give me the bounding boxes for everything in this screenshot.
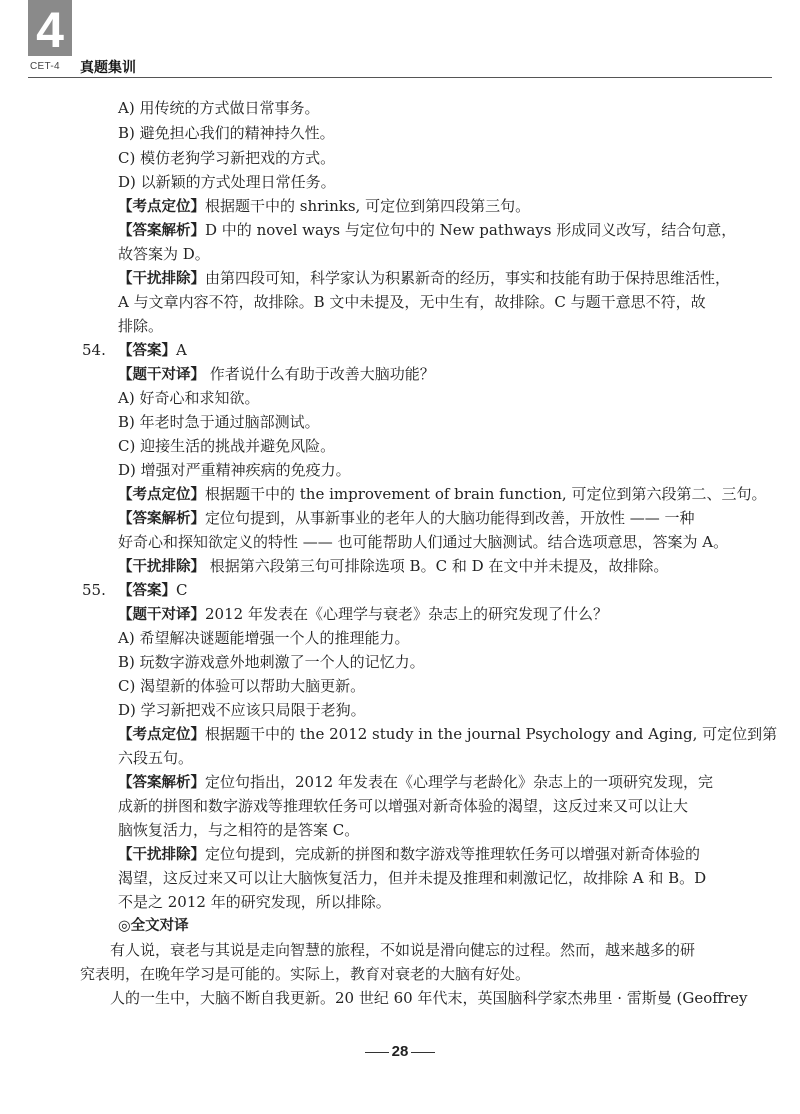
- page-number-text: 28: [391, 1043, 409, 1060]
- analysis-text: 定位句提到，从事新事业的老年人的大脑功能得到改善，开放性 —— 一种: [205, 509, 695, 527]
- option-line: B) 玩数字游戏意外地刺激了一个人的记忆力。: [118, 653, 425, 671]
- analysis-line: [118, 218, 736, 243]
- analysis-continuation: 故答案为 D。: [118, 245, 210, 263]
- distractor-continuation: 排除。: [118, 317, 164, 335]
- translation-text: 作者说什么有助于改善大脑功能？: [209, 365, 435, 383]
- analysis-line: [118, 770, 713, 795]
- locate-label: 【考点定位】: [118, 487, 205, 503]
- chapter-number: 4: [36, 2, 64, 58]
- answer-value: C: [176, 581, 188, 599]
- distractor-label: 【干扰排除】: [118, 847, 205, 863]
- header-rule: [28, 77, 772, 78]
- analysis-continuation: 好奇心和探知欲定义的特性 —— 也可能帮助人们通过大脑测试。结合选项意思，答案为 A。: [118, 533, 729, 551]
- distractor-continuation: 不是之 2012 年的研究发现，所以排除。: [118, 893, 391, 911]
- option-line: B) 避免担心我们的精神持久性。: [118, 124, 335, 142]
- locate-text: 根据题干中的 the improvement of brain function, 可定位到第六段第二、三句。: [205, 485, 767, 503]
- analysis-text: 定位句指出，2012 年发表在《心理学与老龄化》杂志上的一项研究发现，完: [205, 773, 713, 791]
- full-translation-heading: ◎全文对译: [118, 918, 189, 934]
- translation-line: [118, 362, 435, 387]
- translation-label: 【题干对译】: [118, 367, 205, 383]
- section-title: 真题集训: [80, 60, 136, 76]
- paragraph-line: 有人说，衰老与其说是走向智慧的旅程，不如说是滑向健忘的过程。然而，越来越多的研: [110, 941, 696, 959]
- answer-label: 【答案】: [118, 343, 176, 359]
- question-number: 55.: [82, 581, 106, 599]
- option-line: D) 学习新把戏不应该只局限于老狗。: [118, 701, 366, 719]
- analysis-continuation: 脑恢复活力，与之相符的是答案 C。: [118, 821, 360, 839]
- distractor-text: 定位句提到，完成新的拼图和数字游戏等推理软任务可以增强对新奇体验的: [205, 845, 701, 863]
- distractor-line: [118, 842, 700, 867]
- distractor-text: 根据第六段第三句可排除选项 B。C 和 D 在文中并未提及，故排除。: [209, 557, 669, 575]
- locate-line: [118, 482, 766, 507]
- locate-line: [118, 194, 530, 219]
- answer-line-55: [82, 578, 187, 603]
- locate-text: 根据题干中的 the 2012 study in the journal Psychology and Aging, 可定位到第: [205, 725, 778, 743]
- distractor-text: 由第四段可知，科学家认为积累新奇的经历，事实和技能有助于保持思维活性，: [205, 269, 731, 287]
- analysis-line: [118, 506, 695, 531]
- analysis-label: 【答案解析】: [118, 775, 205, 791]
- locate-text: 根据题干中的 shrinks, 可定位到第四段第三句。: [205, 197, 531, 215]
- paragraph-line: 究表明，在晚年学习是可能的。实际上，教育对衰老的大脑有好处。: [80, 965, 531, 983]
- page-dash-left: [365, 1052, 389, 1053]
- answer-value: A: [176, 341, 187, 359]
- option-line: C) 迎接生活的挑战并避免风险。: [118, 437, 336, 455]
- page-number: [0, 1043, 800, 1060]
- option-line: A) 用传统的方式做日常事务。: [118, 99, 320, 117]
- paragraph-line: 人的一生中，大脑不断自我更新。20 世纪 60 年代末，英国脑科学家杰弗里 · 雷斯曼 (Geoffrey: [110, 989, 748, 1007]
- analysis-text: D 中的 novel ways 与定位句中的 New pathways 形成同义改写，结合句意，: [205, 221, 737, 239]
- distractor-continuation: 渴望，这反过来又可以让大脑恢复活力，但并未提及推理和刺激记忆，故排除 A 和 B。D: [118, 869, 707, 887]
- option-line: D) 增强对严重精神疾病的免疫力。: [118, 461, 351, 479]
- distractor-label: 【干扰排除】: [118, 271, 205, 287]
- locate-continuation: 六段五句。: [118, 749, 194, 767]
- translation-text: 2012 年发表在《心理学与衰老》杂志上的研究发现了什么？: [205, 605, 608, 623]
- translation-line: [118, 602, 608, 627]
- analysis-label: 【答案解析】: [118, 511, 205, 527]
- option-line: C) 模仿老狗学习新把戏的方式。: [118, 149, 336, 167]
- distractor-line: [118, 554, 668, 579]
- translation-label: 【题干对译】: [118, 607, 205, 623]
- locate-line: [118, 722, 777, 747]
- distractor-label: 【干扰排除】: [118, 559, 205, 575]
- option-line: D) 以新颖的方式处理日常任务。: [118, 173, 336, 191]
- analysis-continuation: 成新的拼图和数字游戏等推理软任务可以增强对新奇体验的渴望，这反过来又可以让大: [118, 797, 689, 815]
- locate-label: 【考点定位】: [118, 199, 205, 215]
- distractor-continuation: A 与文章内容不符，故排除。B 文中未提及，无中生有，故排除。C 与题干意思不符，故: [118, 293, 706, 311]
- locate-label: 【考点定位】: [118, 727, 205, 743]
- option-line: B) 年老时急于通过脑部测试。: [118, 413, 320, 431]
- answer-label: 【答案】: [118, 583, 176, 599]
- analysis-label: 【答案解析】: [118, 223, 205, 239]
- page-dash-right: [411, 1052, 435, 1053]
- option-line: A) 希望解决谜题能增强一个人的推理能力。: [118, 629, 410, 647]
- option-line: C) 渴望新的体验可以帮助大脑更新。: [118, 677, 366, 695]
- distractor-line: [118, 266, 730, 291]
- exam-code: CET-4: [30, 61, 60, 72]
- option-line: A) 好奇心和求知欲。: [118, 389, 260, 407]
- question-number: 54.: [82, 341, 106, 359]
- answer-line-54: [82, 338, 187, 363]
